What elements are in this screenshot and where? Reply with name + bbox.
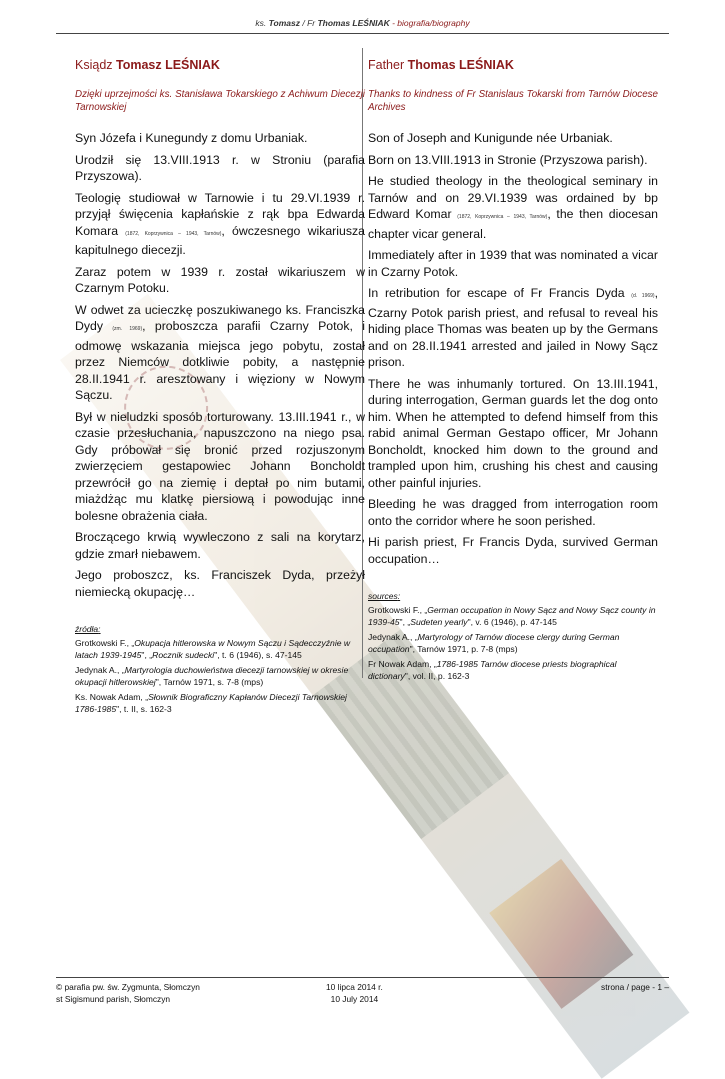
text-run: ", Tarnów 1971, s. 7-8 (mps)	[155, 676, 264, 687]
footer-date	[326, 982, 383, 1005]
source-title: Okupacja hitlerowska w Nowym Sączu i Sądecczyźnie w latach 1939-1945	[75, 638, 351, 660]
header-name: Tomasz	[268, 18, 300, 28]
text-run: Grotkowski F., „	[368, 605, 428, 615]
polish-title-name: Tomasz LEŚNIAK	[116, 58, 220, 72]
polish-paragraph: Broczącego krwią wywleczono z sali na korytarz, gdzie zmarł niebawem.	[75, 530, 365, 561]
page-header	[56, 18, 669, 34]
small-note: (d. 1969)	[631, 293, 655, 299]
english-paragraph	[368, 173, 658, 242]
header-prefix: ks.	[255, 18, 269, 28]
english-sources-label: sources:	[368, 591, 401, 601]
polish-paragraph: Jego proboszcz, ks. Franciszek Dyda, przeżył niemiecką okupację…	[75, 568, 365, 599]
source-entry	[75, 665, 365, 688]
footer-parish-en: st Sigismund parish, Słomczyn	[56, 993, 171, 1004]
footer-date-en: 10 July 2014	[330, 993, 379, 1004]
polish-title	[75, 58, 365, 72]
source-title: 1786-1985 Tarnów diocese priests biographical dictionary	[368, 659, 617, 681]
header-suffix: - biografia/biography	[389, 18, 470, 28]
english-title	[368, 58, 658, 72]
text-run: ", t. 6 (1946), s. 47-145	[214, 649, 302, 660]
english-paragraph: Immediately after in 1939 that was nominated a vicar in Czarny Potok.	[368, 248, 658, 279]
text-run: Jedynak A., „	[368, 632, 418, 642]
text-run: , ówczesnego wikariusza kapitulnego diecezji.	[75, 223, 365, 257]
source-title: Sudeten yearly	[410, 616, 468, 627]
text-run: W odwet za ucieczkę poszukiwanego ks. Franciszka Dydy	[75, 302, 365, 333]
polish-paragraph: Był w nieludzki sposób torturowany. 13.III.1941 r., w czasie przesłuchania, napuszczono na niego psa. Gdy próbował się bronić przed rozjuszonym zwierzęciem gestapowiec Johann Boncholdt przewrócił go na ziemię i deptał po nim butami, miażdżąc mu klatkę piersiową i powodując inne bolesne obrażenia ciała.	[75, 409, 365, 523]
text-run: ", „	[399, 616, 411, 627]
text-run: Jedynak A., „	[75, 665, 125, 675]
text-run: ", t. II, s. 162-3	[116, 703, 172, 714]
text-run: ", v. 6 (1946), p. 47-145	[467, 616, 557, 627]
english-paragraph: There he was inhumanly tortured. On 13.III.1941, during interrogation, German guards let the dog onto him. When he attempted to defend himself from this rabid animal German Gestapo officer, Mr Johann Boncholdt, knocked him down to the ground and trampled upon him, crushing his chest and causing other painful injuries.	[368, 376, 658, 490]
source-title: Martyrologia duchowieństwa diecezji tarnowskiej w okresie okupacji hitlerowskiej	[75, 665, 349, 687]
text-run: , Czarny Potok parish priest, and refusal to reveal his hiding place Thomas was beaten up by the Germans and on 28.II.1941 arrested and jailed in Nowy Sącz prison.	[368, 286, 658, 369]
english-paragraph: Hi parish priest, Fr Francis Dyda, survived German occupation…	[368, 535, 658, 566]
text-run: ", Tarnów 1971, p. 7-8 (mps)	[409, 643, 518, 654]
english-thanks: Thanks to kindness of Fr Stanislaus Tokarski from Tarnów Diocese Archives	[368, 89, 658, 113]
text-run: In retribution for escape of Fr Francis Dyda	[368, 286, 632, 300]
header-sep: / Fr	[299, 18, 318, 28]
polish-paragraph: Urodził się 13.VIII.1913 r. w Stroniu (parafia Przyszowa).	[75, 152, 365, 183]
sources-label-text: sources	[368, 591, 398, 601]
source-title: Rocznik sudecki	[152, 649, 215, 660]
source-title: Słownik Biograficzny Kapłanów Diecezji Tarnowskiej 1786-1985	[75, 692, 347, 714]
polish-paragraph: Zaraz potem w 1939 r. został wikariuszem w Czarnym Potoku.	[75, 264, 365, 295]
source-entry	[75, 638, 365, 661]
english-paragraph: Son of Joseph and Kunigunde née Urbaniak.	[368, 131, 613, 145]
footer-parish-pl: © parafia pw. św. Zygmunta, Słomczyn	[56, 982, 200, 992]
footer-rule	[56, 977, 669, 978]
source-entry	[368, 659, 658, 682]
polish-paragraph	[75, 190, 365, 259]
footer-parish	[56, 982, 200, 1005]
source-entry	[368, 632, 658, 655]
text-run: Teologię studiował w Tarnowie i tu 29.VI.1939 r. przyjął święcenia kapłańskie z rąk bpa Edwarda Komara	[75, 190, 365, 238]
sources-label-text: źródła	[75, 624, 99, 634]
polish-thanks: Dzięki uprzejmości ks. Stanisława Tokarskiego z Achiwum Diecezji Tarnowskiej	[75, 89, 365, 113]
text-run: , proboszcza parafii Czarny Potok, i odmowę wskazania miejsca jego pobytu, został przez Niemców dotkliwie pobity, a następnie 28.II.1941 r. aresztowany i więziony w Nowym Sączu.	[75, 319, 365, 402]
english-paragraph: Born on 13.VIII.1913 in Stronie (Przyszowa parish).	[368, 152, 648, 167]
text-run: ", „	[141, 649, 153, 660]
text-run: ", vol. II, p. 162-3	[404, 670, 470, 681]
header-name-en: Thomas LEŚNIAK	[317, 18, 390, 28]
source-entry	[368, 605, 658, 628]
polish-paragraph	[75, 302, 365, 404]
polish-title-prefix: Ksiądz	[75, 58, 116, 72]
small-note: (1872, Koprzywnica – 1943, Tarnów)	[457, 214, 548, 220]
polish-sources-label: źródła:	[75, 624, 101, 634]
text-run: , the then diocesan chapter vicar general.	[368, 207, 658, 241]
source-entry	[75, 692, 365, 715]
small-note: (zm. 1969)	[112, 326, 143, 332]
english-column	[368, 58, 658, 686]
text-run: He studied theology in the theological seminary in Tarnów and on 29.VI.1939 was ordained by bp Edward Komar	[368, 174, 658, 221]
english-title-prefix: Father	[368, 58, 408, 72]
footer-date-pl: 10 lipca 2014 r.	[326, 982, 383, 992]
polish-paragraph: Syn Józefa i Kunegundy z domu Urbaniak.	[75, 131, 308, 145]
polish-column	[75, 58, 365, 719]
text-run: Fr Nowak Adam, „	[368, 659, 437, 669]
english-paragraph	[368, 285, 658, 371]
source-title: Martyrology of Tarnów diocese clergy during German occupation	[368, 632, 620, 654]
small-note: (1872, Koprzywnica – 1943, Tarnów)	[125, 230, 222, 237]
english-title-name: Thomas LEŚNIAK	[407, 58, 514, 72]
text-run: Ks. Nowak Adam, „	[75, 692, 149, 702]
english-paragraph: Bleeding he was dragged from interrogation room onto the corridor where he soon perished.	[368, 497, 658, 528]
source-title: German occupation in Nowy Sącz and Nowy Sącz county in 1939-45	[368, 605, 656, 627]
footer-page-number: strona / page - 1 –	[601, 982, 669, 992]
text-run: Grotkowski F., „	[75, 638, 135, 648]
